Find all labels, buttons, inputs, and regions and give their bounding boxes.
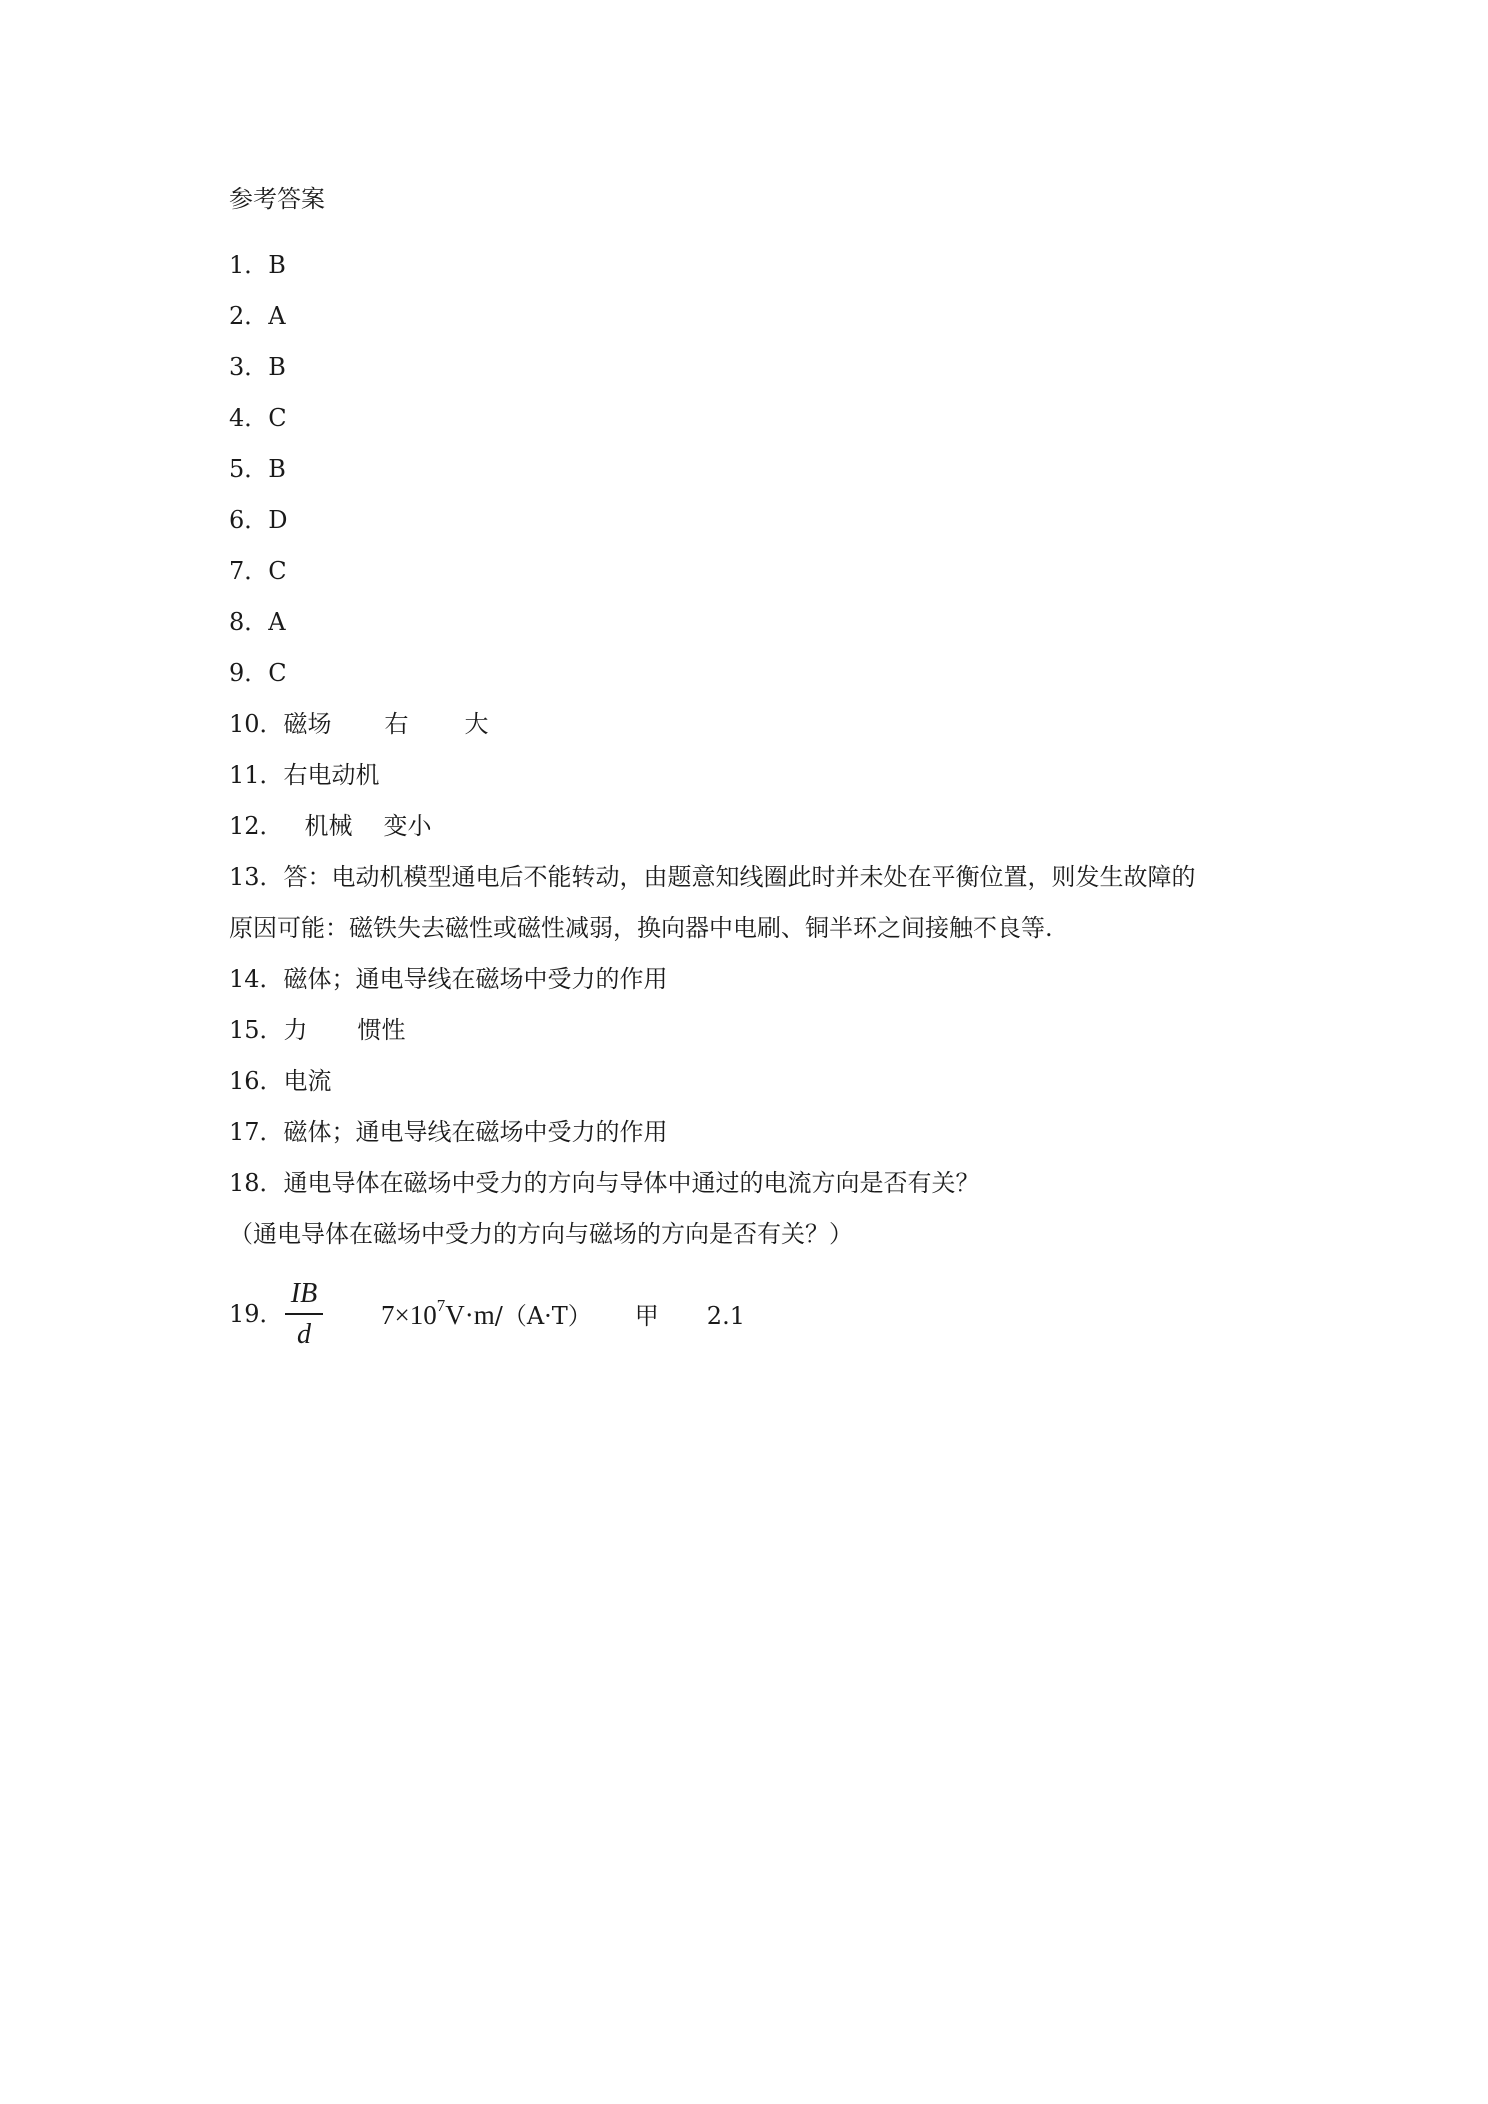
answer-6 xyxy=(229,502,288,538)
answer-9 xyxy=(229,655,287,691)
answer-number: 19． xyxy=(229,1300,284,1328)
answer-19-values xyxy=(381,1296,745,1331)
answer-1 xyxy=(229,247,286,283)
answer-part: 惯性 xyxy=(357,1016,406,1044)
answer-text: 磁体；通电导线在磁场中受力的作用 xyxy=(283,965,668,993)
answer-3 xyxy=(229,349,286,385)
value-base: 7×10 xyxy=(381,1300,437,1330)
answer-18-alternative xyxy=(229,1216,853,1252)
answer-7 xyxy=(229,553,287,589)
answer-part: 右 xyxy=(384,710,409,738)
answer-number: 4． xyxy=(229,404,269,432)
answer-text: 磁体；通电导线在磁场中受力的作用 xyxy=(283,1118,668,1146)
answer-text: A xyxy=(268,302,286,330)
answer-8 xyxy=(229,604,286,640)
answer-number: 16． xyxy=(229,1067,284,1095)
answer-text: C xyxy=(268,404,287,432)
answer-17 xyxy=(229,1114,668,1150)
answer-13 xyxy=(229,859,1196,895)
fraction-formula xyxy=(285,1277,323,1352)
answer-text: B xyxy=(268,251,286,279)
answer-text: A xyxy=(268,608,286,636)
answer-15 xyxy=(229,1012,406,1048)
answer-number: 6． xyxy=(229,506,269,534)
answer-number: 5． xyxy=(229,455,269,483)
answer-10 xyxy=(229,706,489,742)
answer-text: B xyxy=(268,353,286,381)
answer-19 xyxy=(229,1296,284,1332)
answer-text: 答：电动机模型通电后不能转动，由题意知线圈此时并未处在平衡位置，则发生故障的 xyxy=(283,863,1196,891)
answer-number: 13． xyxy=(229,863,284,891)
answer-part: 甲 xyxy=(634,1302,659,1330)
answer-part: 磁场 xyxy=(283,710,332,738)
answer-part: 2.1 xyxy=(706,1302,745,1330)
value-exponent: 7 xyxy=(436,1296,446,1315)
fraction-numerator: IB xyxy=(290,1278,318,1309)
answer-text: C xyxy=(268,557,287,585)
answer-number: 8． xyxy=(229,608,269,636)
answer-13-continued xyxy=(229,910,1053,946)
answer-text: C xyxy=(268,659,287,687)
answer-text: 通电导体在磁场中受力的方向与导体中通过的电流方向是否有关？ xyxy=(283,1169,980,1197)
answer-number: 10． xyxy=(229,710,284,738)
answer-text: 电流 xyxy=(283,1067,332,1095)
answer-16 xyxy=(229,1063,332,1099)
answer-number: 3． xyxy=(229,353,269,381)
fraction-denominator: d xyxy=(297,1319,311,1350)
answer-part: 机械 xyxy=(304,812,353,840)
answer-4 xyxy=(229,400,287,436)
answer-part: 大 xyxy=(464,710,489,738)
answer-18 xyxy=(229,1165,980,1201)
fraction-bar xyxy=(285,1313,323,1315)
value-unit-denominator: /（A·T） xyxy=(494,1302,592,1330)
answer-number: 18． xyxy=(229,1169,284,1197)
answer-2 xyxy=(229,298,286,334)
answer-5 xyxy=(229,451,286,487)
answer-12 xyxy=(229,808,432,844)
answer-11 xyxy=(229,757,380,793)
answer-number: 17． xyxy=(229,1118,284,1146)
answer-text: B xyxy=(268,455,286,483)
answer-number: 15． xyxy=(229,1016,284,1044)
answer-text: 原因可能：磁铁失去磁性或磁性减弱，换向器中电刷、铜半环之间接触不良等. xyxy=(229,914,1053,942)
value-unit: V·m xyxy=(445,1300,495,1330)
answer-number: 7． xyxy=(229,557,269,585)
answer-text: 右电动机 xyxy=(283,761,380,789)
answer-number: 9． xyxy=(229,659,269,687)
answer-number: 12． xyxy=(229,812,284,840)
answer-part: 力 xyxy=(283,1016,308,1044)
answer-part: 变小 xyxy=(383,812,432,840)
answer-number: 11． xyxy=(229,761,284,789)
answer-number: 2． xyxy=(229,302,269,330)
page-title: 参考答案 xyxy=(229,185,325,213)
answer-text: （通电导体在磁场中受力的方向与磁场的方向是否有关？） xyxy=(229,1220,853,1248)
answer-text: D xyxy=(268,506,288,534)
answer-14 xyxy=(229,961,668,997)
answer-number: 14． xyxy=(229,965,284,993)
answer-number: 1． xyxy=(229,251,269,279)
